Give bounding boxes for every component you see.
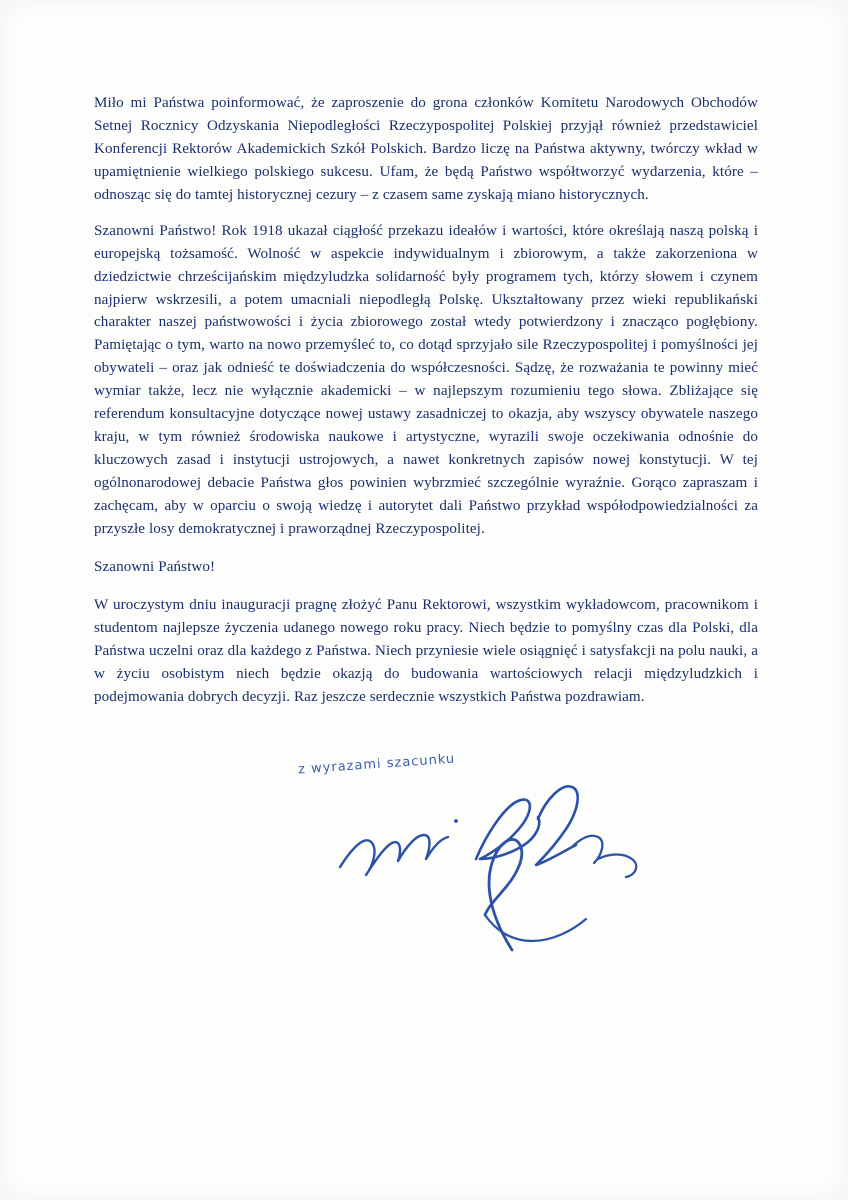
paragraph-2: Szanowni Państwo! Rok 1918 ukazał ciągłość przekazu ideałów i wartości, które określają naszą polską i europejską tożsamość. Wolność w aspekcie indywidualnym i zbiorowym, a także zakorzeniona w dziedzictwie chrześcijańskim międzyludzka solidarność były programem tych, którzy słowem i czynem najpierw wskrzesili, a potem umacniali niepodległą Polskę. Ukształtowany przez wieki republikański charakter naszej państwowości i życia zbiorowego został wtedy potwierdzony i znacząco pogłębiony. Pamiętając o tym, warto na nowo przemyśleć to, co dotąd sprzyjało sile Rzeczypospolitej i pomyślności jej obywateli – oraz jak odnieść te doświadczenia do współczesności. Sądzę, że rozważania te powinny mieć wymiar także, lecz nie wyłącznie akademicki – w najlepszym rozumieniu tego słowa. Zbliżające się referendum konsultacyjne dotyczące nowej ustawy zasadniczej to okazja, aby wszyscy obywatele naszego kraju, w tym również środowiska naukowe i artystyczne, wyrazili swoje oczekiwania odnośnie do kluczowych zasad i instytucji ustrojowych, a nawet konkretnych zapisów nowej konstytucji. W tej ogólnonarodowej debacie Państwa głos powinien wybrzmieć szczególnie wyraźnie. Gorąco zapraszam i zachęcam, aby w oparciu o swoją wiedzę i autorytet dali Państwo przykład współodpowiedzialności za przyszłe losy demokratycznej i praworządnej Rzeczypospolitej. xyxy=(94,222,758,537)
letter-body xyxy=(94,92,758,723)
handwritten-signature-icon xyxy=(280,735,720,985)
closing-paragraph: W uroczystym dniu inauguracji pragnę złożyć Panu Rektorowi, wszystkim wykładowcom, pracownikom i studentom najlepsze życzenia udanego nowego roku pracy. Niech będzie to pomyślny czas dla Polski, dla Państwa uczelni oraz dla każdego z Państwa. Niech przyniesie wiele osiągnięć i satysfakcji na polu nauki, a w życiu osobistym niech będzie okazją do budowania wartościowych relacji międzyludzkich i podejmowania dobrych decyzji. Raz jeszcze serdecznie wszystkich Państwa pozdrawiam. xyxy=(94,596,758,705)
signature-area xyxy=(280,735,720,985)
salutation: Szanowni Państwo! xyxy=(94,558,216,575)
paragraph-1: Miło mi Państwa poinformować, że zaproszenie do grona członków Komitetu Narodowych Obchodów Setnej Rocznicy Odzyskania Niepodległości Rzeczypospolitej Polskiej przyjął również przedstawiciel Konferencji Rektorów Akademickich Szkół Polskich. Bardzo liczę na Państwa aktywny, twórczy wkład w upamiętnienie wielkiego polskiego sukcesu. Ufam, że będą Państwo współtworzyć wydarzenia, które – odnosząc się do tamtej historycznej cezury – z czasem same zyskają miano historycznych. xyxy=(94,95,758,203)
handwritten-note: z wyrazami szacunku xyxy=(297,751,456,778)
